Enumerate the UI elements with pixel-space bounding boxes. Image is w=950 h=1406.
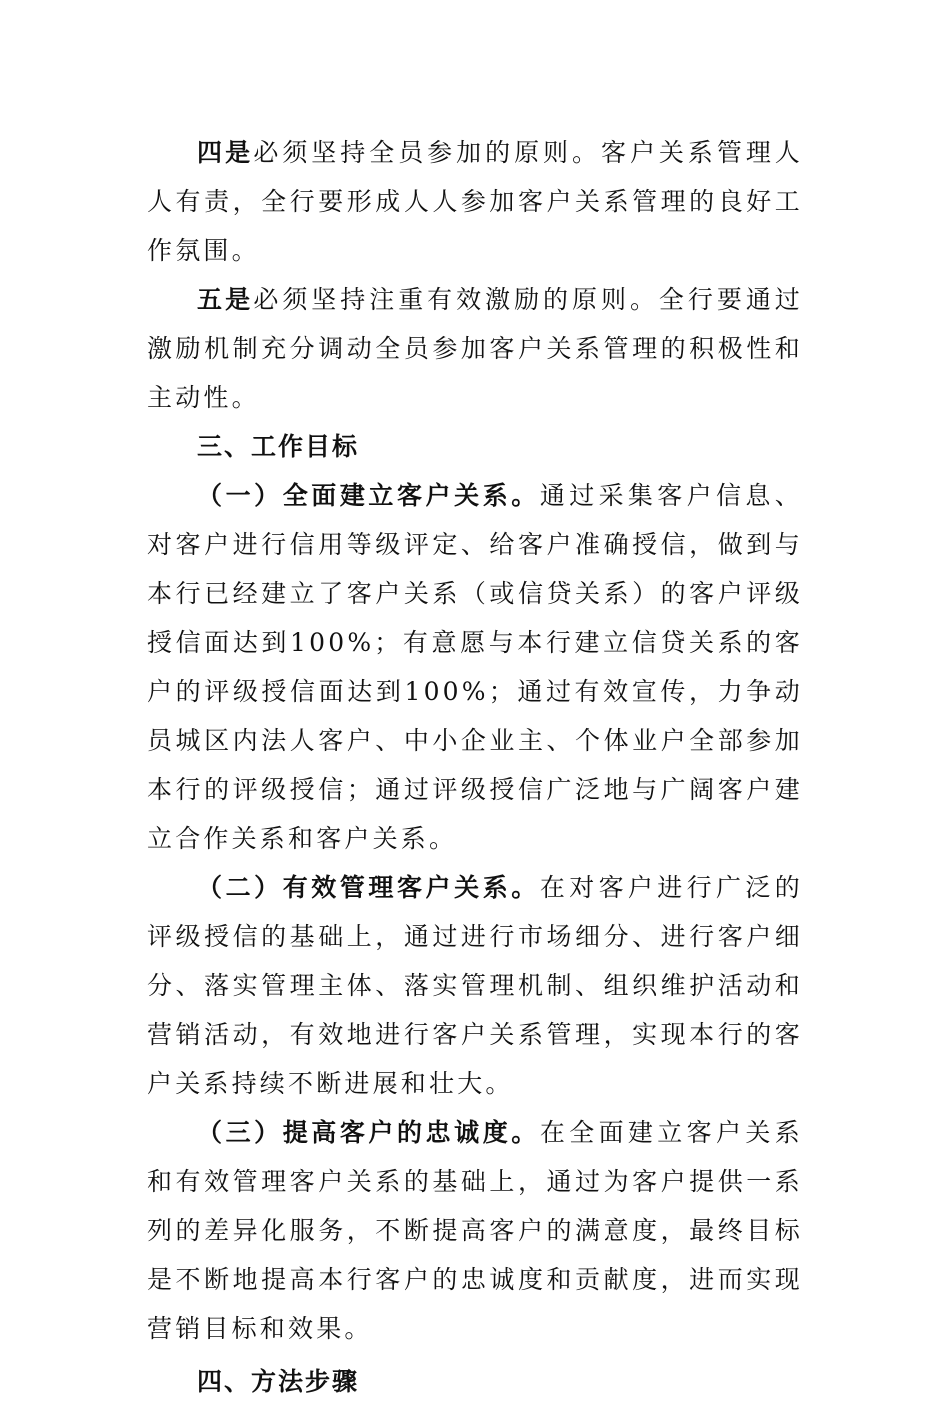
goal-one-text: 通过采集客户信息、对客户进行信用等级评定、给客户准确授信，做到与本行已经建立了客户关系（或信贷关系）的客户评级授信面达到100%；有意愿与本行建立信贷关系的客户的评级授信面达到100%；通过有效宣传，力争动员城区内法人客户、中小企业主、个体业户全部参加本行的评级授信；通过评级授信广泛地与广阔客户建立合作关系和客户关系。	[147, 481, 803, 853]
goal-two-text: 在对客户进行广泛的评级授信的基础上，通过进行市场细分、进行客户细分、落实管理主体、落实管理机制、组织维护活动和营销活动，有效地进行客户关系管理，实现本行的客户关系持续不断进展和壮大。	[147, 873, 803, 1098]
principle-four-lead: 四是	[197, 138, 254, 167]
principle-five-text: 必须坚持注重有效激励的原则。全行要通过激励机制充分调动全员参加客户关系管理的积极性和主动性。	[147, 285, 803, 412]
principle-four-paragraph	[147, 128, 803, 275]
goal-three-lead: （三）提高客户的忠诚度。	[197, 1118, 540, 1147]
section-heading-methods: 四、方法步骤	[197, 1367, 360, 1396]
goal-one-paragraph	[147, 471, 803, 863]
goal-two-lead: （二）有效管理客户关系。	[197, 873, 540, 902]
principle-five-paragraph	[147, 275, 803, 422]
goal-two-paragraph	[147, 863, 803, 1108]
goal-one-lead: （一）全面建立客户关系。	[197, 481, 540, 510]
principle-four-text: 必须坚持全员参加的原则。客户关系管理人人有责，全行要形成人人参加客户关系管理的良好工作氛围。	[147, 138, 803, 265]
goal-three-text: 在全面建立客户关系和有效管理客户关系的基础上，通过为客户提供一系列的差异化服务，不断提高客户的满意度，最终目标是不断地提高本行客户的忠诚度和贡献度，进而实现营销目标和效果。	[147, 1118, 803, 1343]
document-body	[147, 128, 803, 1406]
section-heading-goals: 三、工作目标	[197, 432, 360, 461]
goal-three-paragraph	[147, 1108, 803, 1353]
principle-five-lead: 五是	[197, 285, 254, 314]
